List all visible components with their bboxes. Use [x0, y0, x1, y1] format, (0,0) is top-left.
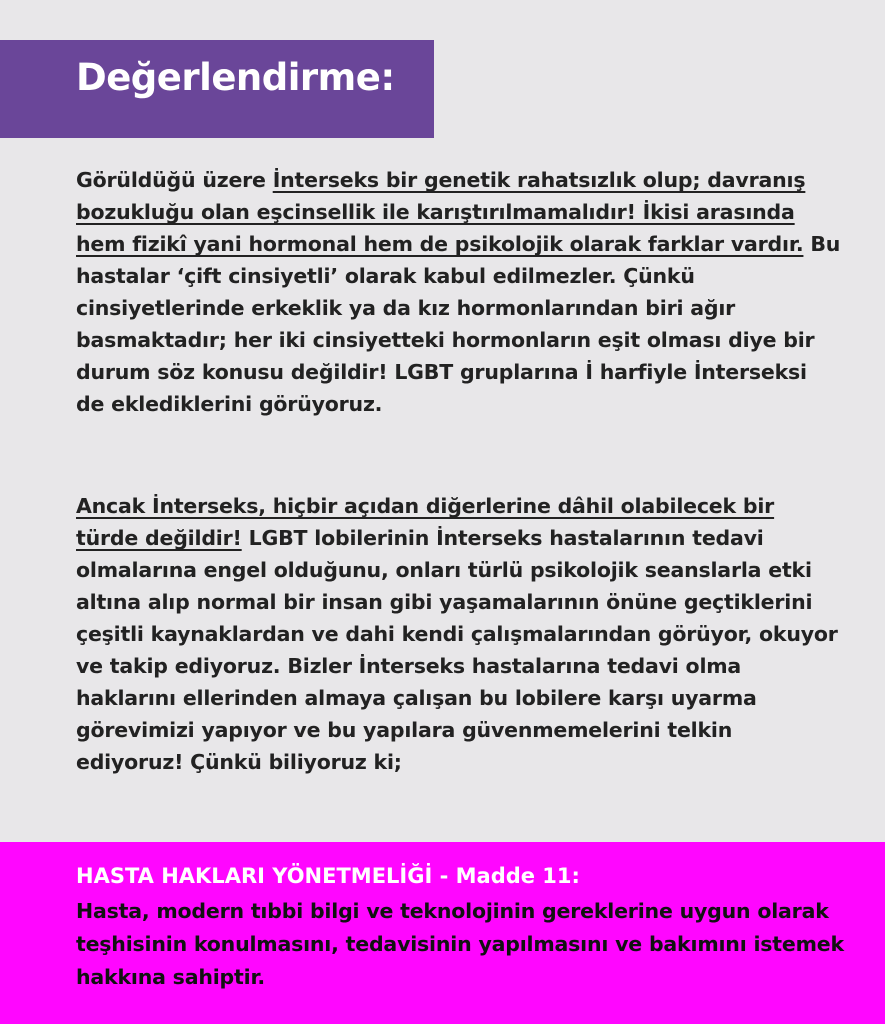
paragraph-2-underlined: Ancak İnterseks, hiçbir açıdan diğerlerine dâhil olabilecek bir türde değildir!	[76, 494, 775, 550]
footer-heading: HASTA HAKLARI YÖNETMELİĞİ - Madde 11:	[76, 864, 580, 888]
paragraph-2	[76, 490, 841, 778]
paragraph-2-rest: LGBT lobilerinin İnterseks hastalarının tedavi olmalarına engel olduğunu, onları türlü psikolojik seanslarla etki altına alıp normal bir insan gibi yaşamalarının önüne geçtiklerini çeşitli kaynaklardan ve dahi kendi çalışmalarından görüyor, okuyor ve takip ediyoruz. Bizler İnterseks hastalarına tedavi olma haklarını ellerinden almaya çalışan bu lobilere karşı uyarma görevimizi yapıyor ve bu yapılara güvenmemelerini telkin ediyoruz! Çünkü biliyoruz ki;	[76, 526, 838, 774]
page-title: Değerlendirme:	[76, 56, 395, 99]
paragraph-1-underlined: İnterseks bir genetik rahatsızlık olup; davranış bozukluğu olan eşcinsellik ile karıştırılmamalıdır! İkisi arasında hem fizikî yani hormonal hem de psikolojik olarak farklar vardır.	[76, 168, 806, 256]
paragraph-1-rest: Bu hastalar ‘çift cinsiyetli’ olarak kabul edilmezler. Çünkü cinsiyetlerinde erkeklik ya da kız hormonlarından biri ağır basmaktadır; her iki cinsiyetteki hormonların eşit olması diye bir durum söz konusu değildir! LGBT gruplarına İ harfiyle İnterseksi de eklediklerini görüyoruz.	[76, 232, 841, 416]
paragraph-1	[76, 164, 841, 420]
footer-body: Hasta, modern tıbbi bilgi ve teknolojinin gereklerine uygun olarak teşhisinin konulmasını, tedavisinin yapılmasını ve bakımını istemek hakkına sahiptir.	[76, 899, 844, 989]
paragraph-1-lead: Görüldüğü üzere	[76, 168, 273, 192]
